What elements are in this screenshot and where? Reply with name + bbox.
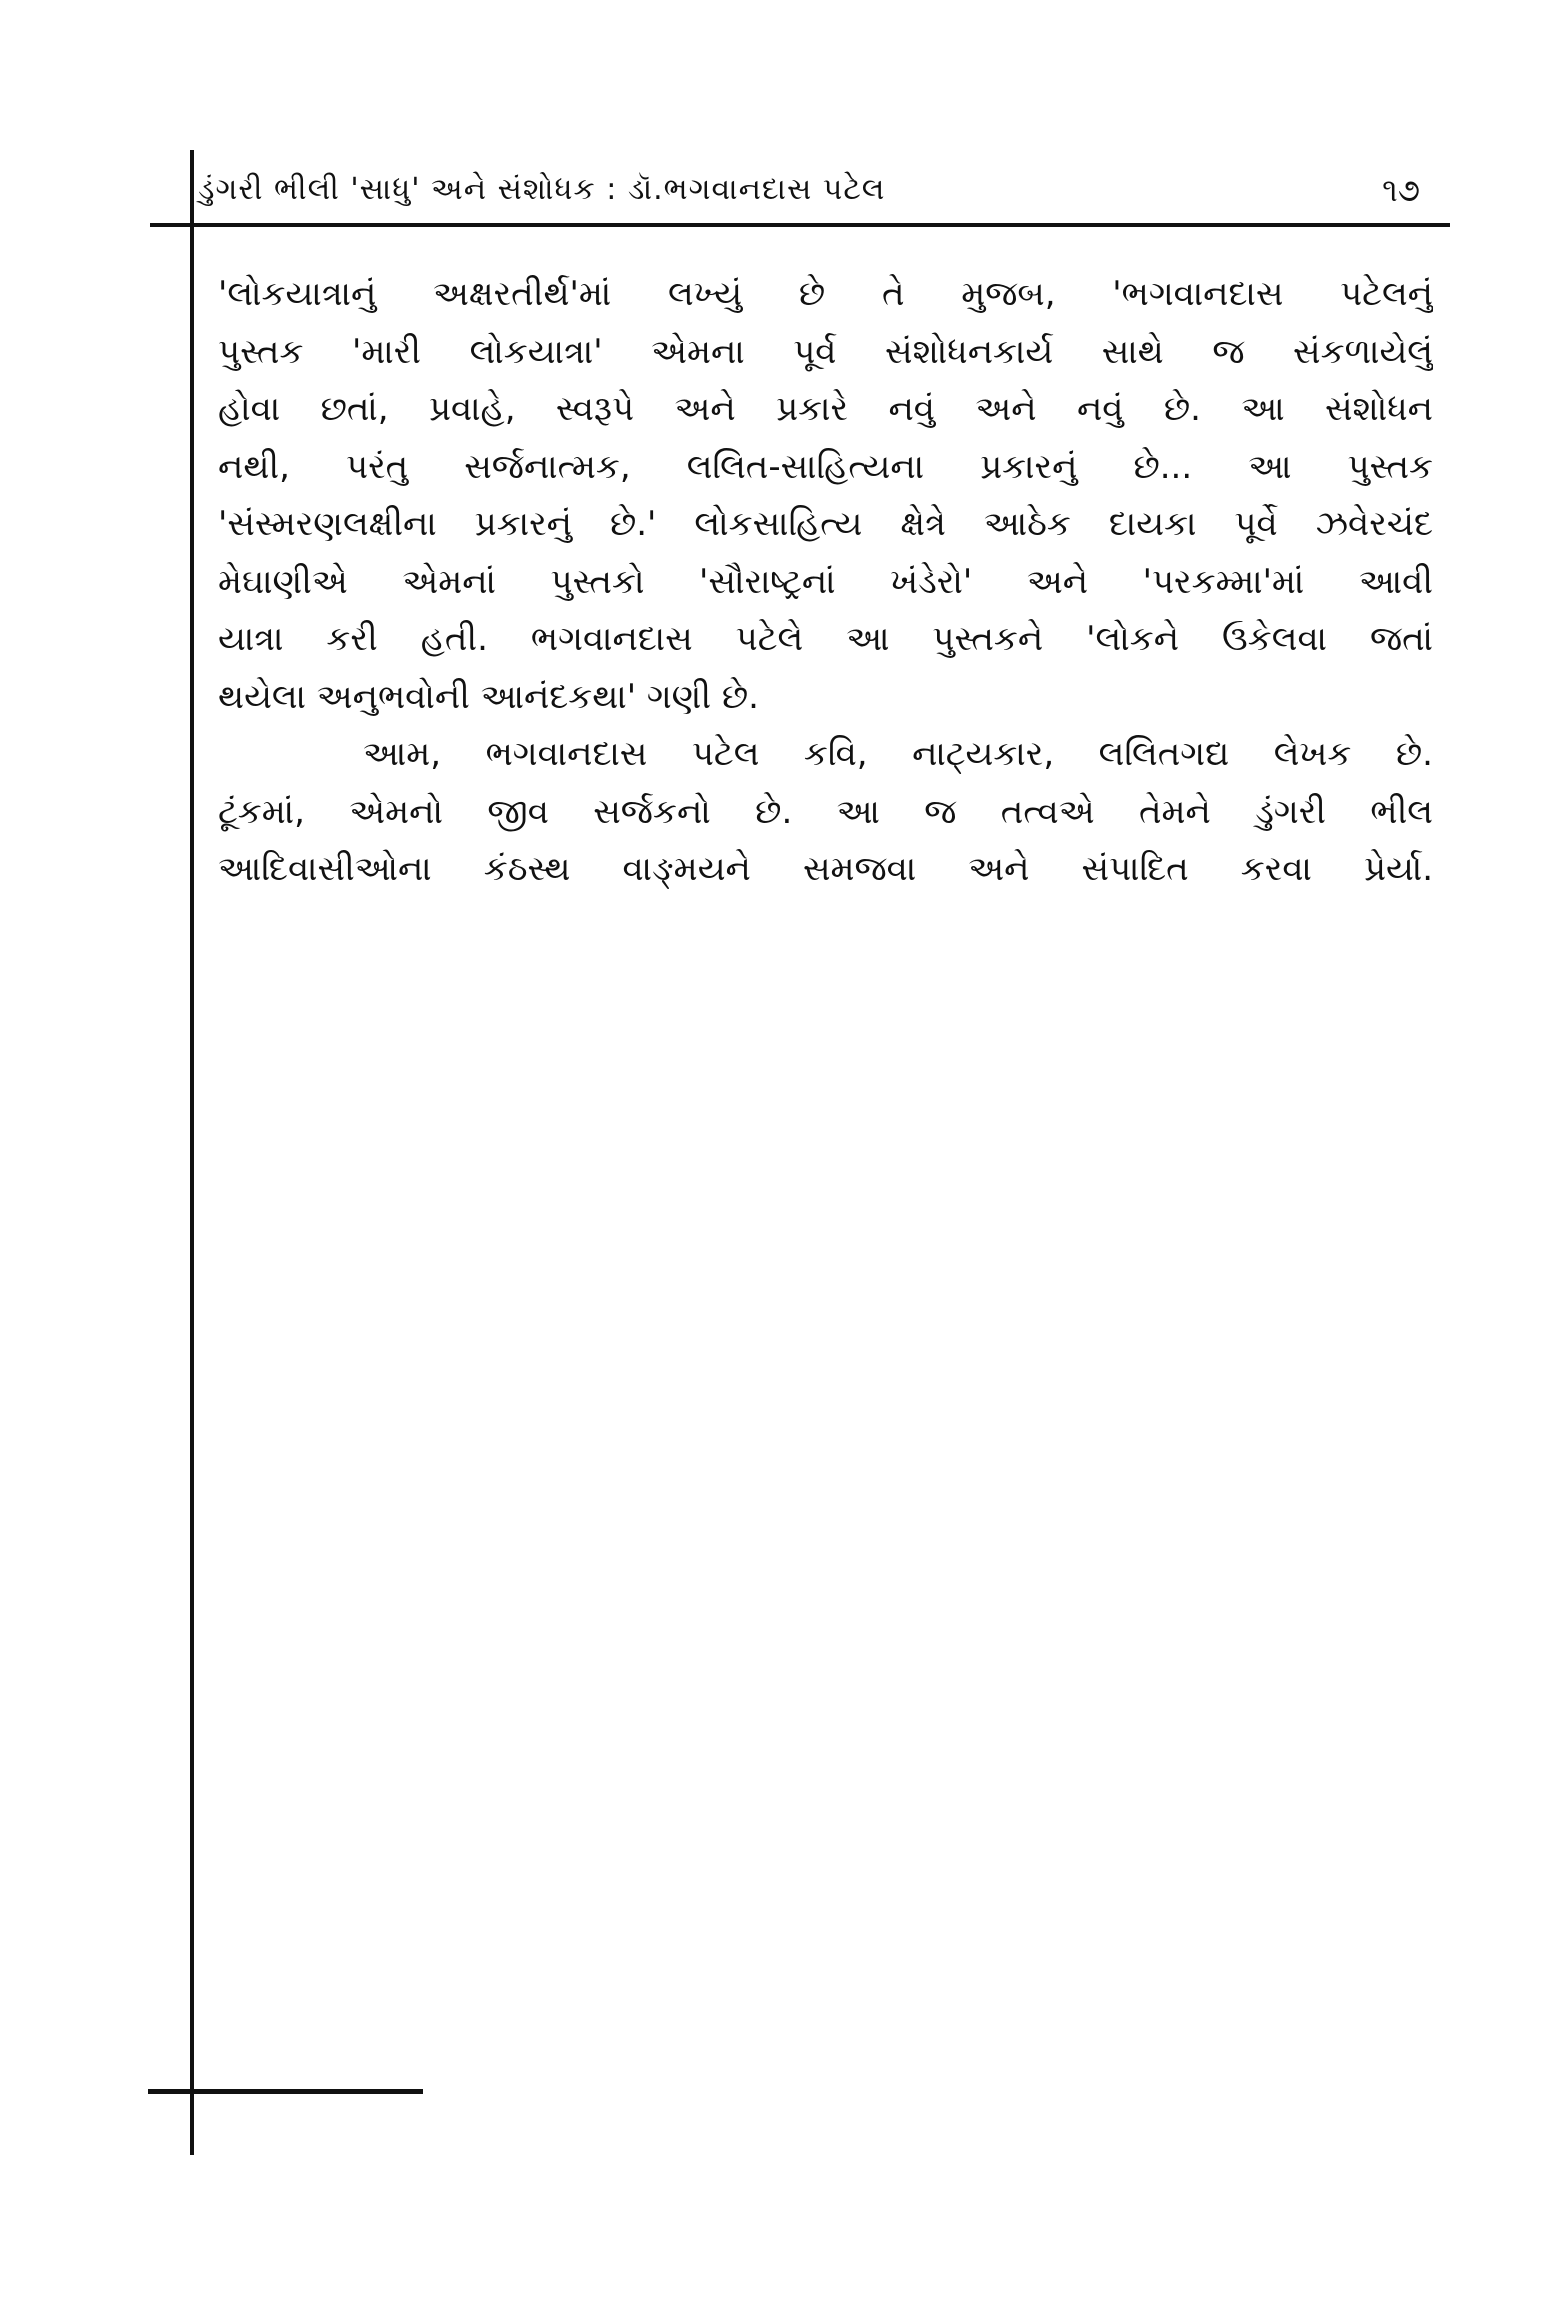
- text-line: હોવા છતાં, પ્રવાહે, સ્વરૂપે અને પ્રકારે નવું અને નવું છે. આ સંશોધન: [218, 389, 1433, 429]
- paragraph-1: [218, 266, 1433, 726]
- body-text: [218, 266, 1433, 899]
- running-header-title: ડુંગરી ભીલી 'સાધુ' અને સંશોધક : ડૉ.ભગવાનદાસ પટેલ: [198, 172, 886, 207]
- text-line: થયેલા અનુભવોની આનંદકથા' ગણી છે.: [218, 676, 759, 717]
- text-line: આમ, ભગવાનદાસ પટેલ કવિ, નાટ્યકાર, લલિતગદ્ય લેખક છે.: [363, 734, 1433, 774]
- text-line: 'સંસ્મરણલક્ષીના પ્રકારનું છે.' લોકસાહિત્ય ક્ષેત્રે આઠેક દાયકા પૂર્વે ઝવેરચંદ: [218, 504, 1433, 544]
- text-line: નથી, પરંતુ સર્જનાત્મક, લલિત-સાહિત્યના પ્રકારનું છે... આ પુસ્તક: [218, 446, 1433, 487]
- text-line: મેઘાણીએ એમનાં પુસ્તકો 'સૌરાષ્ટ્રનાં ખંડેરો' અને 'પરકમ્મા'માં આવી: [218, 561, 1433, 602]
- footer-rule: [148, 2089, 423, 2094]
- header-rule: [150, 223, 1450, 227]
- text-line: યાત્રા કરી હતી. ભગવાનદાસ પટેલે આ પુસ્તકને 'લોકને ઉકેલવા જતાં: [218, 619, 1433, 659]
- page-number: ૧૭: [1382, 171, 1420, 209]
- margin-rule: [190, 150, 194, 2155]
- paragraph-2: [218, 726, 1433, 899]
- text-line: ટૂંકમાં, એમનો જીવ સર્જકનો છે. આ જ તત્વએ તેમને ડુંગરી ભીલ: [218, 791, 1433, 832]
- text-line: આદિવાસીઓના કંઠસ્થ વાઙ્મયને સમજવા અને સંપાદિત કરવા પ્રેર્યા.: [218, 849, 1433, 889]
- text-line: પુસ્તક 'મારી લોકયાત્રા' એમના પૂર્વ સંશોધનકાર્ય સાથે જ સંકળાયેલું: [218, 331, 1433, 372]
- text-line: 'લોકયાત્રાનું અક્ષરતીર્થ'માં લખ્યું છે તે મુજબ, 'ભગવાનદાસ પટેલનું: [218, 274, 1433, 314]
